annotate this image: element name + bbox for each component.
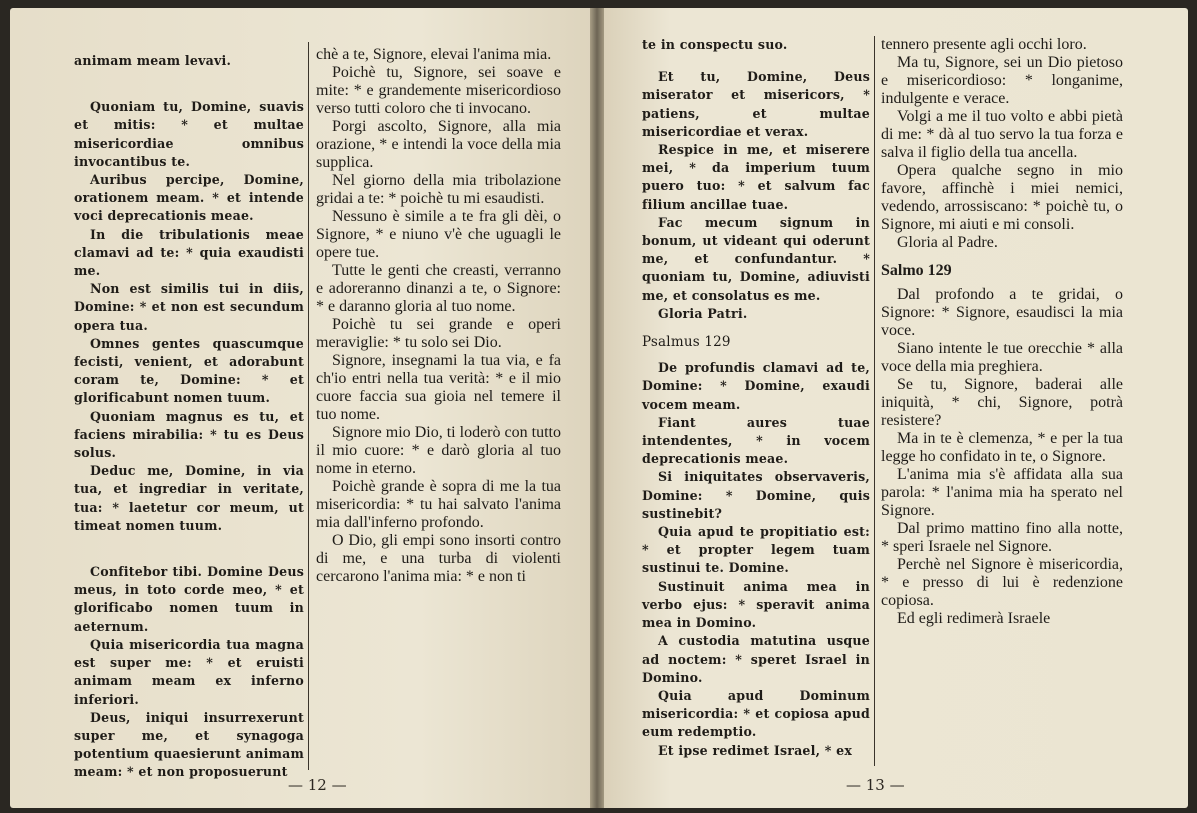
left-italian-column	[316, 46, 561, 586]
latin-paragraph: Respice in me, et miserere mei, * da imperium tuum puero tuo: * et salvum fac filium ancillae tuae.	[642, 142, 870, 212]
latin-paragraph: Quia apud Dominum misericordia: * et copiosa apud eum redemptio.	[642, 687, 870, 740]
italian-paragraph: Porgi ascolto, Signore, alla mia orazione, * e intendi la voce della mia supplica.	[316, 118, 561, 171]
latin-paragraph: Quia misericordia tua magna est super me: * et eruisti animam meam ex inferno inferiori.	[74, 636, 304, 707]
latin-paragraph: Et tu, Domine, Deus miserator et misericors, * patiens, et multae misericordiae et verax.	[642, 69, 870, 139]
latin-paragraph: Sustinuit anima mea in verbo ejus: * speravit anima mea in Domino.	[642, 578, 870, 631]
italian-paragraph: Nessuno è simile a te fra gli dèi, o Signore, * e niuno v'è che uguagli le opere tue.	[316, 208, 561, 261]
italian-paragraph: Poichè tu, Signore, sei soave e mite: * e grandemente misericordioso verso tutti coloro che ti invocano.	[316, 64, 561, 117]
italian-paragraph: Signore, insegnami la tua via, e fa ch'io entri nella tua verità: * e il mio cuore faccia sua gioia nel temere il tuo nome.	[316, 352, 561, 423]
psalm-heading-italian: Salmo 129	[881, 262, 952, 279]
italian-paragraph: Nel giorno della mia tribolazione gridai a te: * poichè tu mi esaudisti.	[316, 172, 561, 207]
italian-paragraph: Ma in te è clemenza, * e per la tua legge ho confidato in te, o Signore.	[881, 430, 1123, 465]
italian-paragraph: Opera qualche segno in mio favore, affinchè i miei nemici, vedendo, arrossiscano: * poichè tu, o Signore, mi aiuti e mi consoli.	[881, 162, 1123, 233]
italian-paragraph: Ed egli redimerà Israele	[897, 610, 1051, 627]
italian-paragraph: Gloria al Padre.	[897, 234, 998, 251]
italian-paragraph: O Dio, gli empi sono insorti contro di me, e una turba di violenti cercarono l'anima mia: * e non ti	[316, 532, 561, 585]
latin-paragraph: Fac mecum signum in bonum, ut videant qui oderunt me, et confundantur. * quoniam tu, Domine, adiuvisti me, et consolatus es me.	[642, 214, 870, 303]
latin-paragraph: Omnes gentes quascumque fecisti, venient, et adorabunt coram te, Domine: * et glorificabunt nomen tuum.	[74, 335, 304, 406]
latin-paragraph: Fiant aures tuae intendentes, * in vocem deprecationis meae.	[642, 414, 870, 467]
latin-paragraph: Confitebor tibi. Domine Deus meus, in toto corde meo, * et glorificabo nomen tuum in aeternum.	[74, 564, 304, 634]
latin-paragraph: Quoniam tu, Domine, suavis et mitis: * et multae misericordiae omnibus invocantibus te.	[74, 99, 304, 169]
latin-paragraph: A custodia matutina usque ad noctem: * speret Israel in Domino.	[642, 633, 870, 685]
latin-paragraph: De profundis clamavi ad te, Domine: * Domine, exaudi vocem meam.	[642, 360, 870, 412]
latin-paragraph: Et ipse redimet Israel, * ex	[658, 742, 853, 758]
italian-paragraph: Volgi a me il tuo volto e abbi pietà di me: * dà al tuo servo la tua forza e salva il figlio della tua ancella.	[881, 108, 1123, 161]
page-number-right: — 13 —	[846, 776, 905, 794]
italian-paragraph: Signore mio Dio, ti loderò con tutto il mio cuore: * e darò gloria al tuo nome in eterno.	[316, 424, 561, 477]
psalm-heading-latin: Psalmus 129	[642, 334, 731, 351]
column-divider	[874, 36, 875, 766]
latin-paragraph: Quia apud te propitiatio est: * et propter legem tuam sustinui te. Domine.	[642, 524, 870, 576]
italian-paragraph: Perchè nel Signore è misericordia, * e presso di lui è redenzione copiosa.	[881, 556, 1123, 609]
italian-paragraph: Tutte le genti che creasti, verranno e adoreranno dinanzi a te, o Signore: * e daranno gloria al tuo nome.	[316, 262, 561, 315]
page-number-left: — 12 —	[288, 776, 347, 794]
latin-paragraph: Quoniam magnus es tu, et faciens mirabilia: * tu es Deus solus.	[74, 408, 304, 461]
italian-paragraph: Poichè grande è sopra di me la tua misericordia: * tu hai salvato l'anima mia dall'inferno profondo.	[316, 478, 561, 531]
latin-paragraph: In die tribulationis meae clamavi ad te: * quia exaudisti me.	[74, 226, 304, 279]
latin-paragraph: animam meam levavi.	[74, 53, 232, 68]
column-divider	[308, 42, 309, 770]
italian-paragraph: Se tu, Signore, baderai alle iniquità, * chi, Signore, potrà resistere?	[881, 376, 1123, 429]
latin-paragraph: Gloria Patri.	[658, 305, 748, 321]
latin-paragraph: Deduc me, Domine, in via tua, et ingrediar in veritate, tua: * laetetur cor meum, ut timeat nomen tuum.	[74, 463, 304, 533]
italian-paragraph: Ma tu, Signore, sei un Dio pietoso e misericordioso: * longanime, indulgente e verace.	[881, 54, 1123, 107]
italian-paragraph: tennero presente agli occhi loro.	[881, 36, 1087, 53]
latin-paragraph: Deus, iniqui insurrexerunt super me, et synagoga potentium quaesierunt animam meam: * et non proposuerunt	[74, 709, 304, 780]
right-italian-column	[881, 36, 1123, 628]
book-gutter	[590, 8, 604, 808]
left-latin-column	[74, 52, 304, 782]
right-latin-column	[642, 36, 870, 760]
italian-paragraph: Dal primo mattino fino alla notte, * speri Israele nel Signore.	[881, 520, 1123, 555]
italian-paragraph: Siano intente le tue orecchie * alla voce della mia preghiera.	[881, 340, 1123, 375]
latin-paragraph: Si iniquitates observaveris, Domine: * Domine, quis sustinebit?	[642, 469, 870, 521]
italian-paragraph: Dal profondo a te gridai, o Signore: * Signore, esaudisci la mia voce.	[881, 286, 1123, 339]
italian-paragraph: chè a te, Signore, elevai l'anima mia.	[316, 46, 552, 63]
latin-paragraph: te in conspectu suo.	[642, 37, 788, 52]
italian-paragraph: Poichè tu sei grande e operi meraviglie: * tu solo sei Dio.	[316, 316, 561, 351]
latin-paragraph: Non est similis tui in diis, Domine: * et non est secundum opera tua.	[74, 281, 304, 333]
italian-paragraph: L'anima mia s'è affidata alla sua parola: * l'anima mia ha sperato nel Signore.	[881, 466, 1123, 519]
latin-paragraph: Auribus percipe, Domine, orationem meam. * et intende voci deprecationis meae.	[74, 172, 304, 224]
